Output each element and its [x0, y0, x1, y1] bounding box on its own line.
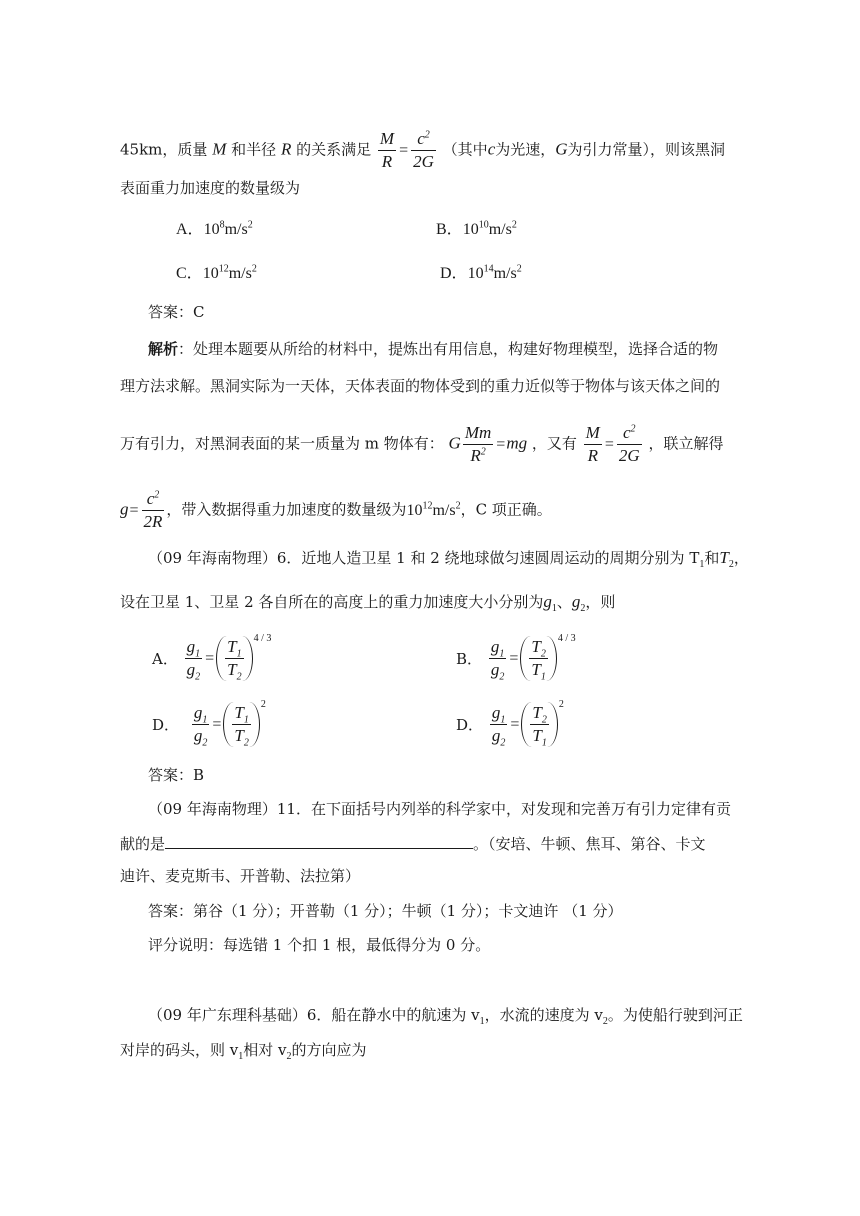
q3-line3: 迪许、麦克斯韦、开普勒、法拉第） — [120, 867, 361, 885]
q1-analysis-line2: 理方法求解。黑洞实际为一天体，天体表面的物体受到的重力近似等于物体与该天体之间的 — [120, 377, 721, 395]
q1-analysis-line4: g= $\frac{c^2}{2R}$ ，带入数据得重力加速度的数量级为$10^{12}m/s^2$，C 项正确。 — [120, 489, 552, 531]
var-R: R — [280, 139, 292, 159]
q1-line2: 表面重力加速度的数量级为 — [120, 179, 301, 197]
fraction-c2-over-2R: $\frac{c^2}{2R}$ — [143, 489, 163, 531]
fraction-c2-over-2G-2: $\frac{c^2}{2G}$ — [618, 423, 640, 465]
q2-option-c: D． $\frac{g_1}{g_2}$ = $\frac{T_1}{T_2}$ $^2$ — [152, 698, 266, 749]
q4-line1: （09 年广东理科基础）6．船在静水中的航速为 $v_1$，水流的速度为 $v_2$。为使船行驶到河正 — [148, 1006, 743, 1027]
q2-option-b: B． $\frac{g_1}{g_2}$ = $\frac{T_2}{T_1}$ $^{4 / 3}$ — [456, 632, 576, 683]
q1-option-c: C．$10^{12}m/s^2$ — [176, 263, 257, 282]
q2-line2: 设在卫星 1、卫星 2 各自所在的高度上的重力加速度大小分别为$g_1$、$g_2$，则 — [120, 592, 616, 614]
q1-option-a: A．$10^8m/s^2$ — [176, 219, 253, 238]
q3-answer: 答案：第谷（1 分）；开普勒（1 分）；牛顿（1 分）；卡文迪许 （1 分） — [148, 902, 623, 920]
q2-option-d: D． $\frac{g_1}{g_2}$ = $\frac{T_2}{T_1}$ $^2$ — [456, 698, 564, 749]
fraction-Mm-over-R2: $\frac{Mm}{R^2}$ — [464, 423, 492, 465]
q2-line1: （09 年海南物理）6．近地人造卫星 1 和 2 绕地球做匀速圆周运动的周期分别为 $T_1$和$T_2$， — [148, 548, 749, 570]
q1-option-d: D．$10^{14}m/s^2$ — [440, 263, 522, 282]
answer-blank[interactable] — [165, 834, 473, 849]
q1-option-b: B．$10^{10}m/s^2$ — [436, 219, 517, 238]
var-M: M — [212, 139, 227, 159]
q1-line1: 45km，质量 M 和半径 R 的关系满足 $\frac{M}{R}$ = $\frac{c^2}{2G}$ （其中c为光速，G为引力常量），则该黑洞 — [120, 129, 726, 171]
q2-answer: 答案：B — [148, 766, 205, 784]
q3-line1: （09 年海南物理）11．在下面括号内列举的科学家中，对发现和完善万有引力定律有贡 — [148, 800, 731, 818]
q3-line2: 献的是 。（安培、牛顿、焦耳、第谷、卡文 — [120, 835, 706, 853]
q1-analysis-line1: 解析：处理本题要从所给的材料中，提炼出有用信息，构建好物理模型，选择合适的物 — [148, 340, 719, 358]
fraction-M-over-R-2: $\frac{M}{R}$ — [585, 423, 600, 465]
fraction-c2-over-2G: $\frac{c^2}{2G}$ — [413, 129, 434, 171]
q2-option-a: A． $\frac{g_1}{g_2}$ = $\frac{T_1}{T_2}$ $^{4 / 3}$ — [152, 632, 272, 683]
q1-answer: 答案：C — [148, 303, 205, 321]
q1-analysis-line3: 万有引力，对黑洞表面的某一质量为 m 物体有： G $\frac{Mm}{R^2}$ =mg ，又有 $\frac{M}{R}$ = $\frac{c^2}{2G}$ ，联立解得 — [120, 423, 724, 465]
fraction-M-over-R: $\frac{M}{R}$ — [379, 129, 395, 171]
q4-line2: 对岸的码头，则 $v_1$相对 $v_2$的方向应为 — [120, 1041, 367, 1062]
q3-scoring: 评分说明：每选错 1 个扣 1 根，最低得分为 0 分。 — [148, 936, 491, 954]
